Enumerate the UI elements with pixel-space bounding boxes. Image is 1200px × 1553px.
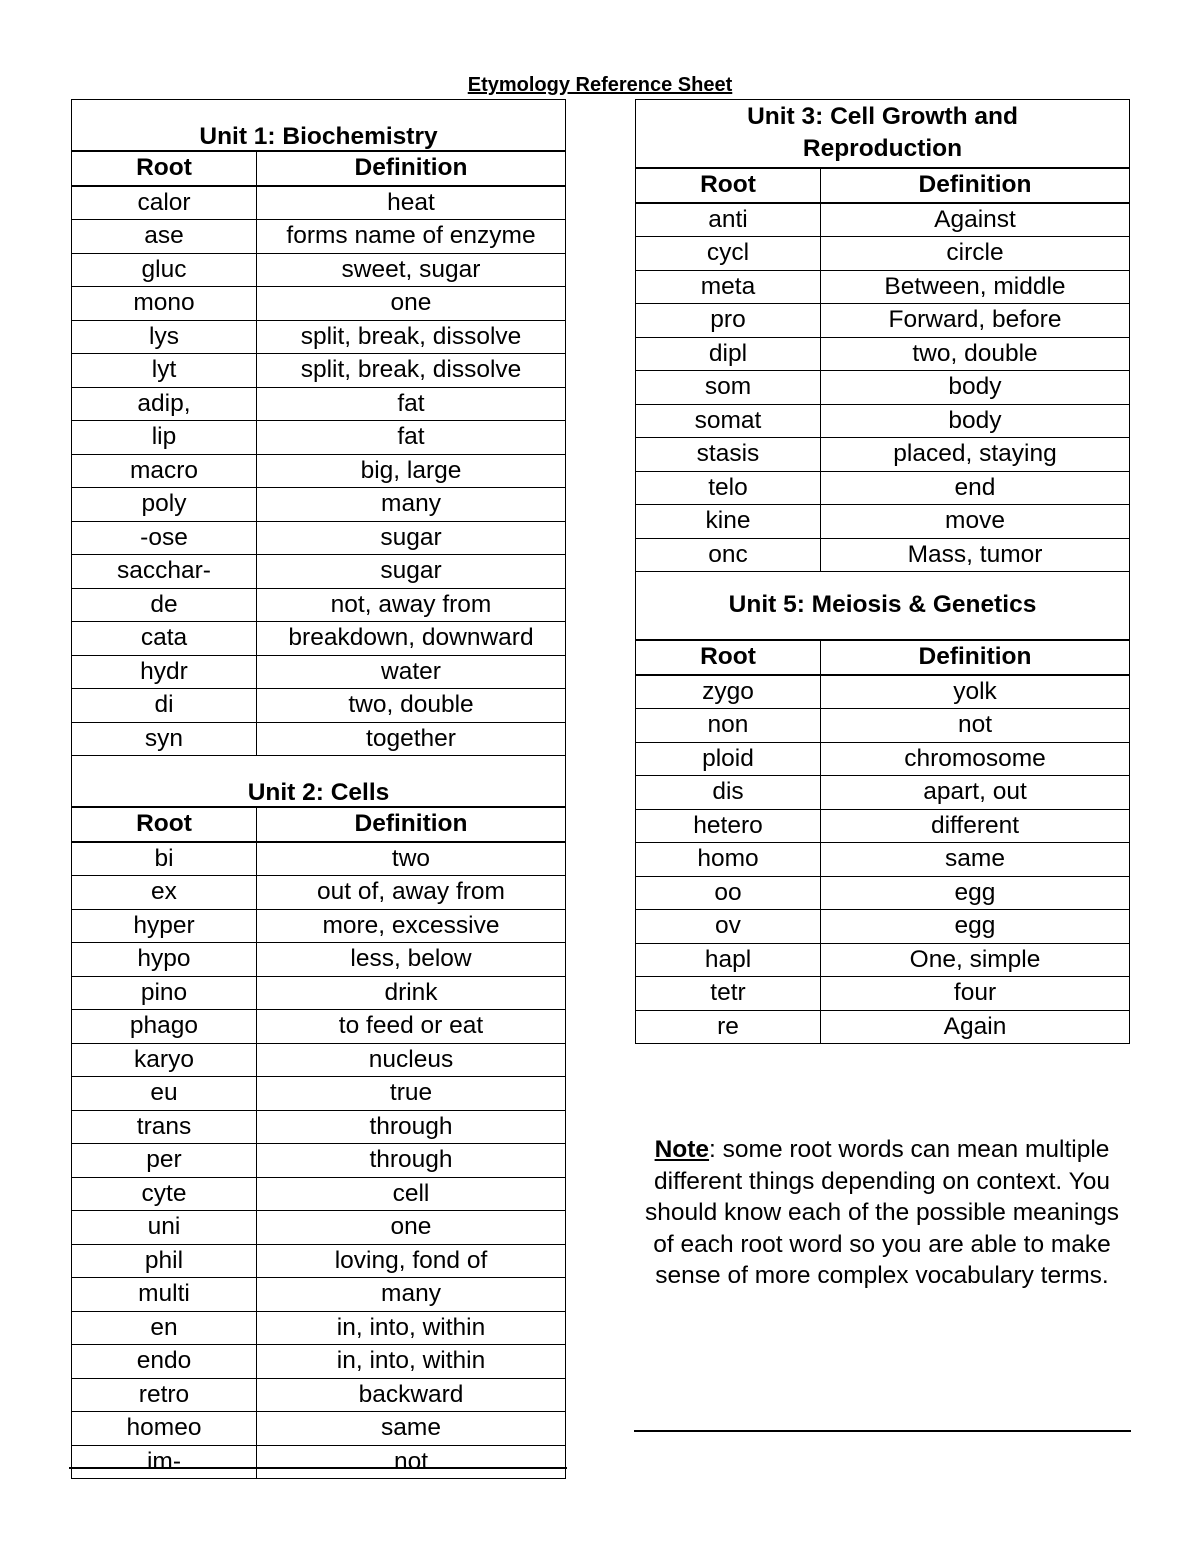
- table-row: [636, 977, 1130, 1011]
- unit-title-text: Unit 5: Meiosis & Genetics: [728, 590, 1037, 618]
- definition-cell: not: [257, 1445, 566, 1479]
- root-cell: hydr: [72, 655, 257, 689]
- table-row: [72, 622, 566, 656]
- unit-title: [636, 572, 1130, 641]
- definition-cell: body: [821, 404, 1130, 438]
- definition-cell: sweet, sugar: [257, 253, 566, 287]
- definition-cell: out of, away from: [257, 876, 566, 910]
- definition-cell: same: [257, 1412, 566, 1446]
- root-column-header: Root: [72, 151, 257, 186]
- right-footer-rule: [634, 1430, 1131, 1432]
- definition-cell: drink: [257, 976, 566, 1010]
- definition-cell: two, double: [257, 689, 566, 723]
- root-cell: som: [636, 371, 821, 405]
- table-row: [72, 1412, 566, 1446]
- unit-title-text: Unit 3: Cell Growth and: [747, 103, 1018, 130]
- root-cell: pino: [72, 976, 257, 1010]
- definition-cell: to feed or eat: [257, 1010, 566, 1044]
- table-row: [636, 505, 1130, 539]
- table-row: [636, 742, 1130, 776]
- unit-title: [72, 756, 566, 808]
- root-cell: non: [636, 709, 821, 743]
- table-row: [72, 1345, 566, 1379]
- definition-cell: not: [821, 709, 1130, 743]
- table-row: [72, 253, 566, 287]
- note-paragraph: [632, 1134, 1132, 1292]
- root-cell: onc: [636, 538, 821, 572]
- column-header-row: [636, 640, 1130, 675]
- table-row: [72, 1311, 566, 1345]
- root-cell: tetr: [636, 977, 821, 1011]
- definition-cell: Against: [821, 203, 1130, 237]
- definition-cell: four: [821, 977, 1130, 1011]
- root-cell: hetero: [636, 809, 821, 843]
- unit3-heading: [636, 100, 1130, 169]
- unit-title-text: Reproduction: [802, 135, 963, 162]
- definition-column-header: Definition: [257, 151, 566, 186]
- table-row: [636, 438, 1130, 472]
- unit1-heading: [72, 100, 566, 152]
- definition-cell: one: [257, 287, 566, 321]
- table-row: [72, 521, 566, 555]
- note-text: : some root words can mean multiple different things depending on context. You should know each of the possible meanings of each root word so you are able to make sense of more complex vocabulary terms.: [645, 1136, 1119, 1289]
- unit5-heading: [636, 572, 1130, 641]
- table-row: [636, 809, 1130, 843]
- root-cell: re: [636, 1010, 821, 1044]
- root-cell: macro: [72, 454, 257, 488]
- root-cell: ex: [72, 876, 257, 910]
- root-cell: somat: [636, 404, 821, 438]
- table-row: [72, 1244, 566, 1278]
- definition-cell: many: [257, 1278, 566, 1312]
- table-row: [72, 842, 566, 876]
- table-row: [72, 976, 566, 1010]
- table-row: [636, 404, 1130, 438]
- definition-cell: split, break, dissolve: [257, 354, 566, 388]
- table-row: [72, 1043, 566, 1077]
- table-row: [636, 1010, 1130, 1044]
- definition-cell: One, simple: [821, 943, 1130, 977]
- root-cell: kine: [636, 505, 821, 539]
- table-row: [636, 237, 1130, 271]
- definition-cell: chromosome: [821, 742, 1130, 776]
- root-cell: di: [72, 689, 257, 723]
- root-cell: dipl: [636, 337, 821, 371]
- table-row: [72, 1144, 566, 1178]
- definition-cell: placed, staying: [821, 438, 1130, 472]
- definition-cell: in, into, within: [257, 1311, 566, 1345]
- definition-cell: end: [821, 471, 1130, 505]
- table-row: [72, 454, 566, 488]
- table-row: [72, 1378, 566, 1412]
- table-row: [636, 843, 1130, 877]
- root-cell: gluc: [72, 253, 257, 287]
- table-row: [72, 1110, 566, 1144]
- root-column-header: Root: [72, 807, 257, 842]
- root-cell: pro: [636, 304, 821, 338]
- definition-column-header: Definition: [821, 640, 1130, 675]
- root-cell: oo: [636, 876, 821, 910]
- root-cell: karyo: [72, 1043, 257, 1077]
- table-row: [636, 910, 1130, 944]
- definition-cell: two, double: [821, 337, 1130, 371]
- column-header-row: [72, 807, 566, 842]
- root-cell: meta: [636, 270, 821, 304]
- table-row: [636, 675, 1130, 709]
- definition-cell: Forward, before: [821, 304, 1130, 338]
- unit2-heading: [72, 756, 566, 808]
- definition-cell: Mass, tumor: [821, 538, 1130, 572]
- unit-title-text: Unit 2: Cells: [247, 778, 390, 806]
- root-cell: dis: [636, 776, 821, 810]
- definition-cell: split, break, dissolve: [257, 320, 566, 354]
- table-row: [636, 471, 1130, 505]
- definition-cell: Again: [821, 1010, 1130, 1044]
- definition-column-header: Definition: [257, 807, 566, 842]
- definition-cell: fat: [257, 421, 566, 455]
- root-cell: lyt: [72, 354, 257, 388]
- root-cell: sacchar-: [72, 555, 257, 589]
- definition-cell: loving, fond of: [257, 1244, 566, 1278]
- root-cell: per: [72, 1144, 257, 1178]
- root-cell: lip: [72, 421, 257, 455]
- definition-cell: many: [257, 488, 566, 522]
- definition-cell: circle: [821, 237, 1130, 271]
- unit-title: [636, 100, 1130, 169]
- root-cell: eu: [72, 1077, 257, 1111]
- definition-cell: backward: [257, 1378, 566, 1412]
- root-cell: ase: [72, 220, 257, 254]
- root-cell: anti: [636, 203, 821, 237]
- table-row: [72, 1278, 566, 1312]
- root-cell: homo: [636, 843, 821, 877]
- table-row: [72, 689, 566, 723]
- definition-cell: yolk: [821, 675, 1130, 709]
- definition-cell: through: [257, 1110, 566, 1144]
- root-cell: ploid: [636, 742, 821, 776]
- page-title: Etymology Reference Sheet: [467, 74, 733, 96]
- definition-cell: big, large: [257, 454, 566, 488]
- definition-cell: breakdown, downward: [257, 622, 566, 656]
- definition-cell: egg: [821, 910, 1130, 944]
- root-cell: trans: [72, 1110, 257, 1144]
- definition-cell: heat: [257, 186, 566, 220]
- table-row: [72, 909, 566, 943]
- definition-column-header: Definition: [821, 168, 1130, 203]
- definition-cell: one: [257, 1211, 566, 1245]
- table-row: [72, 1077, 566, 1111]
- root-cell: cyte: [72, 1177, 257, 1211]
- table-row: [72, 1177, 566, 1211]
- root-cell: hypo: [72, 943, 257, 977]
- table-row: [72, 1211, 566, 1245]
- table-row: [636, 709, 1130, 743]
- root-cell: stasis: [636, 438, 821, 472]
- table-row: [72, 488, 566, 522]
- left-reference-table: [71, 99, 566, 1479]
- table-row: [72, 722, 566, 756]
- definition-cell: water: [257, 655, 566, 689]
- table-row: [72, 220, 566, 254]
- table-row: [636, 337, 1130, 371]
- unit-title: [72, 100, 566, 152]
- root-cell: hyper: [72, 909, 257, 943]
- definition-cell: true: [257, 1077, 566, 1111]
- root-cell: syn: [72, 722, 257, 756]
- unit-title-text: Unit 1: Biochemistry: [199, 122, 438, 150]
- root-cell: calor: [72, 186, 257, 220]
- table-row: [636, 876, 1130, 910]
- note-label: Note: [654, 1136, 710, 1163]
- definition-cell: not, away from: [257, 588, 566, 622]
- root-cell: poly: [72, 488, 257, 522]
- root-cell: im-: [72, 1445, 257, 1479]
- table-row: [72, 186, 566, 220]
- root-cell: ov: [636, 910, 821, 944]
- root-column-header: Root: [636, 168, 821, 203]
- table-row: [72, 354, 566, 388]
- table-row: [72, 655, 566, 689]
- root-cell: uni: [72, 1211, 257, 1245]
- table-row: [72, 943, 566, 977]
- definition-cell: forms name of enzyme: [257, 220, 566, 254]
- definition-cell: sugar: [257, 521, 566, 555]
- definition-cell: move: [821, 505, 1130, 539]
- table-row: [72, 555, 566, 589]
- root-cell: zygo: [636, 675, 821, 709]
- definition-cell: Between, middle: [821, 270, 1130, 304]
- root-cell: cata: [72, 622, 257, 656]
- root-cell: phil: [72, 1244, 257, 1278]
- left-footer-rule: [69, 1467, 567, 1469]
- root-cell: multi: [72, 1278, 257, 1312]
- definition-cell: less, below: [257, 943, 566, 977]
- table-row: [636, 538, 1130, 572]
- table-row: [636, 776, 1130, 810]
- root-column-header: Root: [636, 640, 821, 675]
- root-cell: en: [72, 1311, 257, 1345]
- root-cell: cycl: [636, 237, 821, 271]
- definition-cell: sugar: [257, 555, 566, 589]
- table-row: [72, 1010, 566, 1044]
- definition-cell: same: [821, 843, 1130, 877]
- table-row: [636, 943, 1130, 977]
- definition-cell: nucleus: [257, 1043, 566, 1077]
- definition-cell: apart, out: [821, 776, 1130, 810]
- root-cell: de: [72, 588, 257, 622]
- right-reference-table: [635, 99, 1130, 1044]
- table-row: [72, 287, 566, 321]
- definition-cell: in, into, within: [257, 1345, 566, 1379]
- root-cell: bi: [72, 842, 257, 876]
- table-row: [636, 304, 1130, 338]
- root-cell: hapl: [636, 943, 821, 977]
- definition-cell: two: [257, 842, 566, 876]
- column-header-row: [72, 151, 566, 186]
- root-cell: homeo: [72, 1412, 257, 1446]
- table-row: [636, 203, 1130, 237]
- root-cell: telo: [636, 471, 821, 505]
- root-cell: lys: [72, 320, 257, 354]
- column-header-row: [636, 168, 1130, 203]
- root-cell: -ose: [72, 521, 257, 555]
- definition-cell: fat: [257, 387, 566, 421]
- table-row: [636, 371, 1130, 405]
- root-cell: phago: [72, 1010, 257, 1044]
- definition-cell: different: [821, 809, 1130, 843]
- root-cell: retro: [72, 1378, 257, 1412]
- definition-cell: body: [821, 371, 1130, 405]
- table-row: [72, 588, 566, 622]
- table-row: [72, 387, 566, 421]
- root-cell: endo: [72, 1345, 257, 1379]
- table-row: [636, 270, 1130, 304]
- table-row: [72, 421, 566, 455]
- root-cell: adip,: [72, 387, 257, 421]
- definition-cell: together: [257, 722, 566, 756]
- definition-cell: through: [257, 1144, 566, 1178]
- definition-cell: more, excessive: [257, 909, 566, 943]
- table-row: [72, 876, 566, 910]
- definition-cell: cell: [257, 1177, 566, 1211]
- table-row: [72, 320, 566, 354]
- root-cell: mono: [72, 287, 257, 321]
- definition-cell: egg: [821, 876, 1130, 910]
- table-row: [72, 1445, 566, 1479]
